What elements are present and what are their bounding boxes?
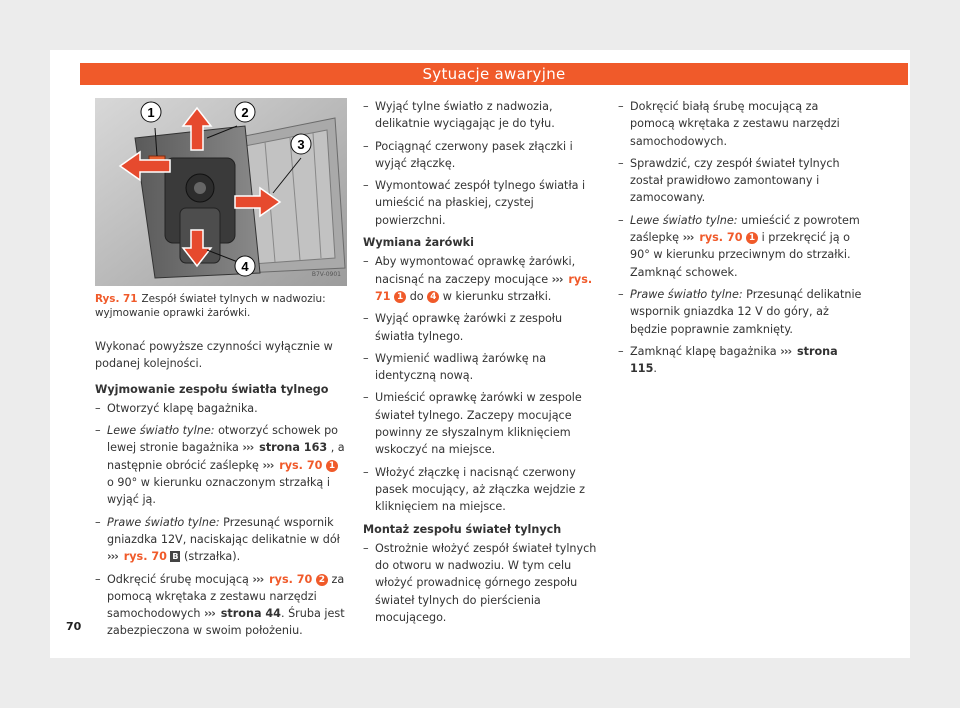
list-item: – Wyjąć oprawkę żarówki z zespołu światła tylnego. — [363, 310, 603, 345]
list-item: – Wymienić wadliwą żarówkę na identyczną nową. — [363, 350, 603, 385]
list-item: – Pociągnąć czerwony pasek złączki i wyjąć złączkę. — [363, 138, 603, 173]
list-item: – Prawe światło tylne: Przesunąć delikatnie wspornik gniazdka 12 V do góry, aż będzie poprawnie zamknięty. — [618, 286, 866, 338]
list-item: – Ostrożnie włożyć zespół świateł tylnych do otworu w nadwoziu. W tym celu włożyć prowadnicę górnego zespołu świateł tylnych do pierścienia mocującego. — [363, 540, 603, 626]
callout-4 — [235, 256, 255, 276]
column-right — [618, 98, 866, 382]
ref-badge: 1 — [394, 291, 406, 303]
tail-light-illustration — [95, 98, 347, 286]
svg-text:1: 1 — [147, 105, 155, 120]
heading-bulb-replacement: Wymiana żarówki — [363, 236, 474, 250]
heading-remove-light: Wyjmowanie zespołu światła tylnego — [95, 382, 329, 396]
figure-link[interactable]: rys. 70 — [695, 231, 743, 245]
figure-link[interactable]: rys. 71 — [375, 272, 593, 303]
page-link[interactable]: strona 163 — [255, 441, 328, 455]
page-link[interactable]: strona 44 — [216, 607, 281, 621]
svg-text:4: 4 — [241, 259, 249, 274]
manual-page — [50, 50, 910, 658]
figure-label: Rys. 71 — [95, 293, 138, 305]
svg-text:3: 3 — [297, 137, 305, 152]
figure-caption-text: Zespół świateł tylnych w nadwoziu: wyjmowanie oprawki żarówki. — [95, 293, 326, 319]
steps-remove-light-cont — [363, 98, 603, 229]
section-header: Sytuacje awaryjne — [80, 63, 908, 85]
svg-text:2: 2 — [241, 105, 249, 120]
figure-code: B7V-0901 — [311, 270, 341, 278]
list-item: – Wyjąć tylne światło z nadwozia, delikatnie wyciągając je do tyłu. — [363, 98, 603, 133]
list-item: – Aby wymontować oprawkę żarówki, nacisnąć na zaczepy mocujące ››› rys. 71 1 do 4 w kierunku strzałki. — [363, 253, 603, 305]
column-left — [95, 98, 347, 645]
heading-mount-light: Montaż zespołu świateł tylnych — [363, 522, 562, 536]
steps-remove-light — [95, 400, 347, 640]
column-middle — [363, 98, 603, 631]
figure-tail-light — [95, 98, 347, 286]
figure-link[interactable]: rys. 70 — [265, 572, 313, 586]
steps-mount-light — [363, 540, 603, 626]
ref-badge: 1 — [746, 232, 758, 244]
page-number: 70 — [66, 620, 82, 633]
list-item: – Wymontować zespół tylnego światła i umieścić na płaskiej, czystej powierzchni. — [363, 177, 603, 229]
steps-bulb-replacement — [363, 253, 603, 515]
figure-link[interactable]: rys. 70 — [275, 458, 323, 472]
callout-3 — [291, 134, 311, 154]
list-item: – Zamknąć klapę bagażnika ››› strona 115. — [618, 343, 866, 378]
ref-badge: 1 — [326, 460, 338, 472]
list-item: – Prawe światło tylne: Przesunąć wspornik gniazdka 12V, naciskając delikatnie w dół ››› rys. 70 B (strzałka). — [95, 514, 347, 566]
ref-letter-badge: B — [172, 552, 179, 562]
figure-caption — [95, 292, 347, 320]
callout-1 — [141, 102, 161, 122]
intro-text: Wykonać powyższe czynności wyłącznie w podanej kolejności. — [95, 340, 333, 371]
page-link[interactable]: strona 115 — [630, 344, 838, 376]
list-item: – Umieścić oprawkę żarówki w zespole świateł tylnego. Zaczepy mocujące powinny ze słyszalnym kliknięciem wskoczyć na miejsce. — [363, 389, 603, 458]
callout-2 — [235, 102, 255, 122]
list-item: – Otworzyć klapę bagażnika. — [95, 400, 347, 417]
list-item: – Sprawdzić, czy zespół świateł tylnych został prawidłowo zamontowany i zamocowany. — [618, 155, 866, 207]
list-item: – Lewe światło tylne: umieścić z powrotem zaślepkę ››› rys. 70 1 i przekręcić ją o 90° w kierunku przeciwnym do strzałki. Zamknąć schowek. — [618, 212, 866, 281]
ref-badge: 2 — [316, 574, 328, 586]
steps-mount-light-cont — [618, 98, 866, 377]
list-item: – Dokręcić białą śrubę mocującą za pomocą wkrętaka z zestawu narzędzi samochodowych. — [618, 98, 866, 150]
list-item: – Lewe światło tylne: otworzyć schowek po lewej stronie bagażnika ››› strona 163 , a następnie obrócić zaślepkę ››› rys. 70 1 o 90° w kierunku oznaczonym strzałką i wyjąć ją. — [95, 422, 347, 508]
list-item: – Odkręcić śrubę mocującą ››› rys. 70 2 za pomocą wkrętaka z zestawu narzędzi samochodowych ››› strona 44. Śruba jest zabezpieczona w swoim położeniu. — [95, 571, 347, 640]
ref-badge: 4 — [427, 291, 439, 303]
list-item: – Włożyć złączkę i nacisnąć czerwony pasek mocujący, aż złączka wejdzie z kliknięciem na miejsce. — [363, 464, 603, 516]
figure-link[interactable]: rys. 70 — [119, 550, 167, 564]
